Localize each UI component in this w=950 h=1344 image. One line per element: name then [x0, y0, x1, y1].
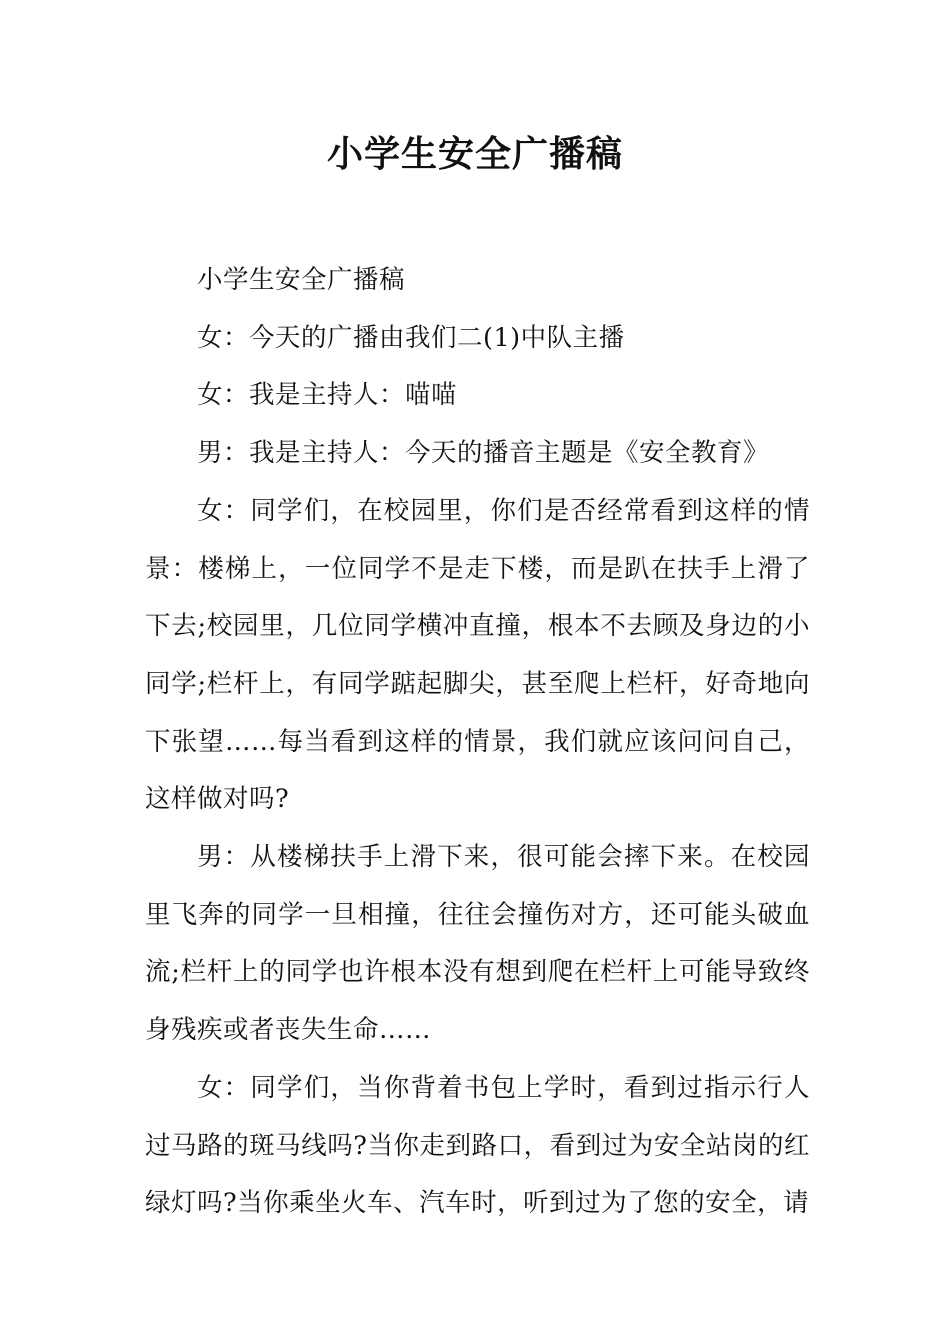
paragraph-dialogue-2: 女：我是主持人：喵喵: [197, 380, 458, 411]
paragraph-dialogue-3: 男：我是主持人：今天的播音主题是《安全教育》: [197, 438, 770, 469]
paragraph-dialogue-1: 女：今天的广播由我们二(1)中队主播: [197, 322, 625, 353]
paragraph-dialogue-6: 女：同学们，当你背着书包上学时，看到过指示行人过马路的斑马线吗?当你走到路口，看到过为安全站岗的红绿灯吗?当你乘坐火车、汽车时，听到过为了您的安全，请: [145, 1072, 810, 1219]
paragraph-dialogue-5: 男：从楼梯扶手上滑下来，很可能会摔下来。在校园里飞奔的同学一旦相撞，往往会撞伤对方，还可能头破血流;栏杆上的同学也许根本没有想到爬在栏杆上可能导致终身残疾或者丧失生命……: [145, 842, 810, 1046]
paragraph-subtitle: 小学生安全广播稿: [197, 265, 406, 295]
document-body: [145, 252, 810, 1233]
document-title: 小学生安全广播稿: [326, 133, 623, 175]
paragraph-dialogue-4: 女：同学们，在校园里，你们是否经常看到这样的情景：楼梯上，一位同学不是走下楼，而是趴在扶手上滑了下去;校园里，几位同学横冲直撞，根本不去顾及身边的小同学;栏杆上，有同学踮起脚尖，甚至爬上栏杆，好奇地向下张望……每当看到这样的情景，我们就应该问问自己，这样做对吗?: [145, 495, 810, 815]
